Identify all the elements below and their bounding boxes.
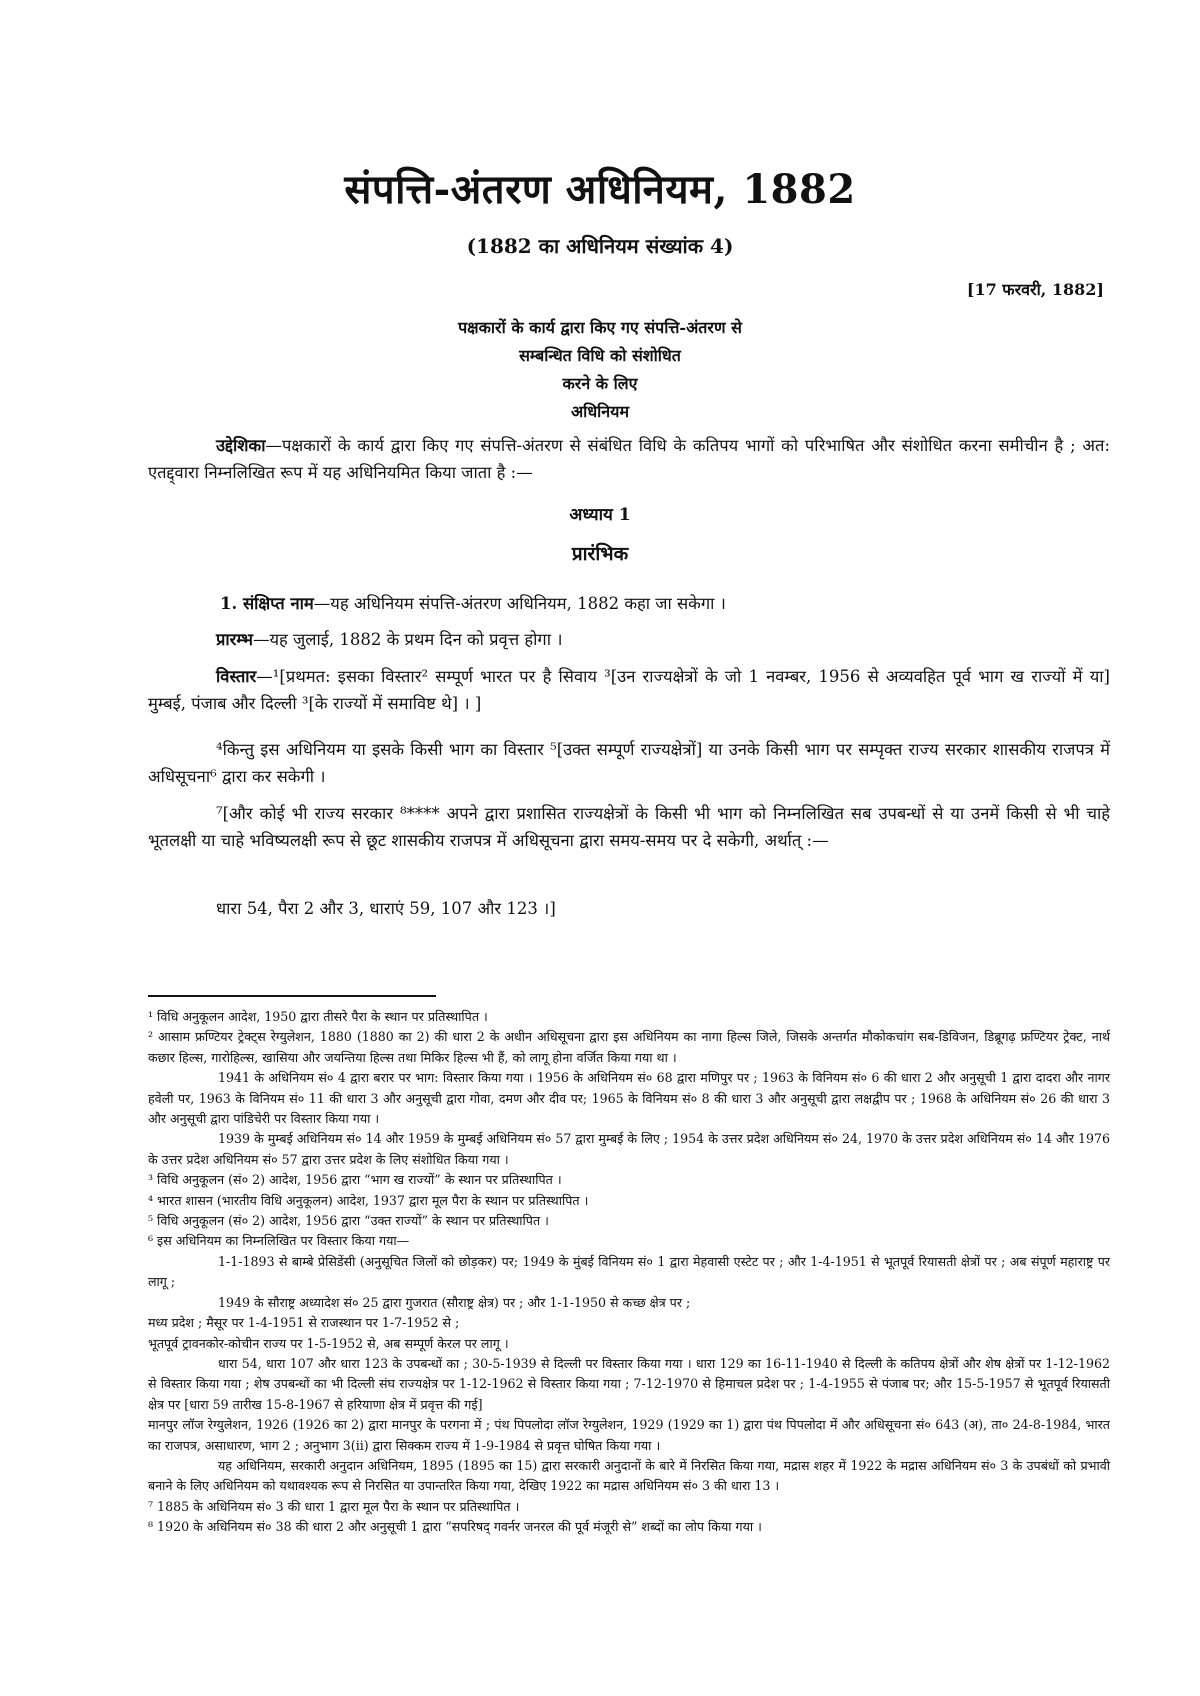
long-title-line: पक्षकारों के कार्य द्वारा किए गए संपत्ति-अंतरण से	[458, 318, 742, 337]
footnote-continuation	[148, 1252, 1110, 1293]
section-1-text: —यह अधिनियम संपत्ति-अंतरण अधिनियम, 1882 कहा जा सकेगा ।	[313, 594, 726, 613]
act-title: संपत्ति-अंतरण अधिनियम, 1882	[344, 166, 856, 213]
extent-paragraph-2: ⁴किन्तु इस अधिनियम या इसके किसी भाग का विस्तार ⁵[उक्त सम्पूर्ण राज्यक्षेत्रों] या उनके किसी भाग पर सम्पृक्त राज्य सरकार शासकीय राजपत्र में अधिसूचना⁶ द्वारा कर सकेगी ।	[148, 740, 1110, 786]
footnote-continuation-text: 1-1-1893 से बाम्बे प्रेसिडेंसी (अनुसूचित जिलों को छोड़कर) पर; 1949 के मुंबई विनियम सं० 1 द्वारा मेहवासी एस्टेट पर ; और 1-4-1951 से भूतपूर्व रियासती क्षेत्रों पर ; अब संपूर्ण महाराष्ट्र पर लागू ;	[148, 1253, 1110, 1290]
footnote-continuation-text: 1941 के अधिनियम सं० 4 द्वारा बरार पर भाग: विस्तार किया गया । 1956 के अधिनियम सं० 68 द्वारा मणिपुर पर ; 1963 के विनियम सं० 6 की धारा 2 और अनुसूची 1 द्वारा दादरा और नागर हवेली पर, 1963 के विनियम सं० 11 की धारा 3 और अनुसूची द्वारा गोवा, दमण और दीव पर; 1965 के विनियम सं० 8 की धारा 3 और अनुसूची द्वारा लक्षद्वीप पर ; 1968 के अधिनियम सं० 26 की धारा 3 और अनुसूची द्वारा पांडिचेरी पर विस्तार किया गया ।	[148, 1070, 1110, 1127]
extent-text-1: —¹[प्रथमत: इसका विस्तार² सम्पूर्ण भारत पर है सिवाय ³[उन राज्यक्षेत्रों के जो 1 नवम्बर, 1956 से अव्यवहित पूर्व भाग ख राज्यों में या] मुम्बई, पंजाब और दिल्ली ³[के राज्यों में समाविष्ट थे] । ]	[148, 667, 1110, 713]
chapter-number: अध्याय 1	[569, 505, 631, 525]
footnote-continuation	[148, 1129, 1110, 1170]
footnote-continuation: मध्य प्रदेश ; मैसूर पर 1-4-1951 से राजस्थान पर 1-7-1952 से ;	[148, 1315, 460, 1331]
footnote-continuation-text: यह अधिनियम, सरकारी अनुदान अधिनियम, 1895 (1895 का 15) द्वारा सरकारी अनुदानों के बारे में निरसित किया गया, मद्रास शहर में 1922 के मद्रास अधिनियम सं० 3 के उपबंधों को प्रभावी बनाने के लिए अधिनियम को यथावश्यक रूप से निरसित या उपान्तरित किया गया, देखिए 1922 का मद्रास अधिनियम सं० 3 की धारा 13 ।	[148, 1457, 1110, 1494]
footnote-continuation: भूतपूर्व ट्रावनकोर-कोचीन राज्य पर 1-5-1952 से, अब सम्पूर्ण केरल पर लागू ।	[148, 1335, 509, 1351]
footnote-continuation-text: 1939 के मुम्बई अधिनियम सं० 14 और 1959 के मुम्बई अधिनियम सं० 57 द्वारा मुम्बई के लिए ; 1954 के उत्तर प्रदेश अधिनियम सं० 24, 1970 के उत्तर प्रदेश अधिनियम सं० 14 और 1976 के उत्तर प्रदेश अधिनियम सं० 57 द्वारा उत्तर प्रदेश के लिए संशोधित किया गया ।	[148, 1131, 1110, 1167]
act-number: (1882 का अधिनियम संख्यांक 4)	[466, 234, 734, 258]
footnote-continuation	[148, 1354, 1110, 1415]
footnote: ³ विधि अनुकूलन (सं० 2) आदेश, 1956 द्वारा “भाग ख राज्यों” के स्थान पर प्रतिस्थापित ।	[148, 1172, 562, 1188]
footnote-continuation	[148, 1456, 1110, 1497]
footnote: ¹ विधि अनुकूलन आदेश, 1950 द्वारा तीसरे पैरा के स्थान पर प्रतिस्थापित ।	[148, 1009, 488, 1024]
footnote: ⁴ भारत शासन (भारतीय विधि अनुकूलन) आदेश, 1937 द्वारा मूल पैरा के स्थान पर प्रतिस्थापित ।	[148, 1192, 589, 1208]
footnote: ⁵ विधि अनुकूलन (सं० 2) आदेश, 1956 द्वारा “उक्त राज्यों” के स्थान पर प्रतिस्थापित ।	[148, 1213, 549, 1229]
footnote: ⁶ इस अधिनियम का निम्नलिखित पर विस्तार किया गया—	[148, 1233, 410, 1249]
footnote-separator	[148, 995, 436, 997]
footnote-continuation-text: 1949 के सौराष्ट्र अध्यादेश सं० 25 द्वारा गुजरात (सौराष्ट्र क्षेत्र) पर ; और 1-1-1950 से कच्छ क्षेत्र पर ;	[218, 1294, 691, 1310]
preamble-text: —पक्षकारों के कार्य द्वारा किए गए संपत्ति-अंतरण से संबंधित विधि के कतिपय भागों को परिभाषित और संशोधित करना समीचीन है ; अत: एतद्द्वारा निम्नलिखित रूप में यह अधिनियमित किया जाता है :—	[148, 436, 1110, 482]
extent-paragraph-4: धारा 54, पैरा 2 और 3, धाराएं 59, 107 और 123 ।]	[216, 899, 556, 918]
long-title-line: सम्बन्धित विधि को संशोधित	[519, 346, 681, 365]
act-date: [17 फरवरी, 1882]	[966, 280, 1104, 299]
extent-label: विस्तार	[216, 667, 257, 686]
preamble-label: उद्देशिका	[216, 436, 266, 455]
section-1-label: 1. संक्षिप्त नाम	[220, 594, 314, 613]
footnote: ² आसाम फ्रण्टियर ट्रेक्ट्स रेग्युलेशन, 1880 (1880 का 2) की धारा 2 के अधीन अधिसूचना द्वारा इस अधिनियम का नागा हिल्स जिले, जिसके अन्तर्गत मौकोकचांग सब-डिविजन, डिब्रूगढ़ फ्रण्टियर ट्रेक्ट, नार्थ कछार हिल्स, गारोहिल्स, खासिया और जयन्तिया हिल्स तथा मिकिर हिल्स भी हैं, को लागू होना वर्जित किया गया था ।	[148, 1029, 1110, 1065]
extent-paragraph-1	[148, 663, 1110, 717]
long-title	[0, 314, 1200, 426]
footnote: ⁸ 1920 के अधिनियम सं० 38 की धारा 2 और अनुसूची 1 द्वारा “सपरिषद् गवर्नर जनरल की पूर्व मंजूरी से” शब्दों का लोप किया गया ।	[148, 1519, 762, 1535]
footnote: ⁷ 1885 के अधिनियम सं० 3 की धारा 1 द्वारा मूल पैरा के स्थान पर प्रतिस्थापित ।	[148, 1498, 520, 1514]
footnote-continuation: मानपुर लॉज रेग्युलेशन, 1926 (1926 का 2) द्वारा मानपुर के परगना में ; पंथ पिपलोदा लॉज रेग्युलेशन, 1929 (1929 का 1) द्वारा पंथ पिपलोदा में और अधिसूचना सं० 643 (अ), ता० 24-8-1984, भारत का राजपत्र, असाधारण, भाग 2 ; अनुभाग 3(ii) द्वारा सिक्कम राज्य में 1-9-1984 से प्रवृत्त घोषित किया गया ।	[148, 1417, 1110, 1453]
long-title-line: करने के लिए	[562, 374, 638, 393]
footnotes	[148, 1007, 1110, 1538]
footnote-continuation	[148, 1068, 1110, 1129]
long-title-line: अधिनियम	[570, 402, 630, 421]
footnote-continuation	[148, 1293, 1110, 1313]
chapter-title: प्रारंभिक	[571, 543, 629, 565]
commencement-text: —यह जुलाई, 1882 के प्रथम दिन को प्रवृत्त होगा ।	[252, 630, 563, 649]
footnote-continuation-text: धारा 54, धारा 107 और धारा 123 के उपबन्धों का ; 30-5-1939 से दिल्ली पर विस्तार किया गया । धारा 129 का 16-11-1940 से दिल्ली के कतिपय क्षेत्रों और शेष क्षेत्रों पर 1-12-1962 से विस्तार किया गया ; शेष उपबन्धों का भी दिल्ली संघ राज्यक्षेत्र पर 1-12-1962 से विस्तार किया गया ; 7-12-1970 से हिमाचल प्रदेश पर ; 1-4-1955 से पंजाब पर; और 15-5-1957 से भूतपूर्व रियासती क्षेत्र पर [धारा 59 तारीख 15-8-1967 से हरियाणा क्षेत्र में प्रवृत्त की गई]	[148, 1355, 1110, 1412]
commencement-label: प्रारम्भ	[216, 630, 253, 649]
extent-paragraph-3: ⁷[और कोई भी राज्य सरकार ⁸**** अपने द्वारा प्रशासित राज्यक्षेत्रों के किसी भी भाग को निम्नलिखित सब उपबन्धों से या उनमें किसी से भी चाहे भूतलक्षी या चाहे भविष्यलक्षी रूप से छूट शासकीय राजपत्र में अधिसूचना द्वारा समय-समय पर दे सकेगी, अर्थात् :—	[148, 804, 1110, 850]
section-1-short-title	[148, 590, 1110, 617]
preamble	[148, 432, 1110, 486]
commencement	[148, 626, 1110, 653]
